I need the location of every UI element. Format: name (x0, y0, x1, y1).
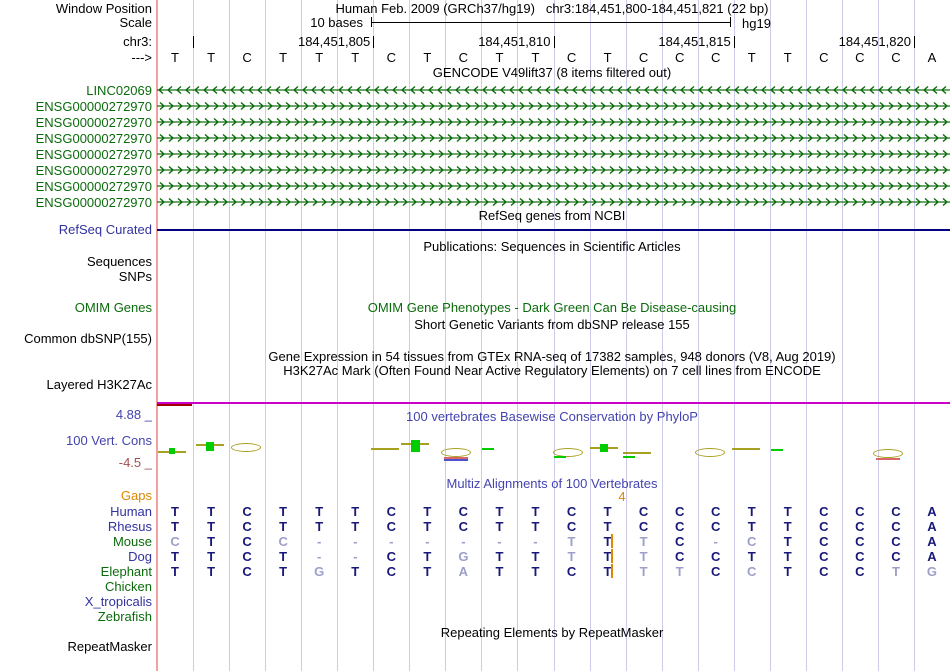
aligned-base: A (927, 534, 937, 549)
aligned-base: T (351, 504, 360, 519)
aligned-base: T (279, 549, 288, 564)
aligned-base: T (423, 504, 432, 519)
base-letter: C (242, 50, 252, 65)
base-letter: C (674, 50, 685, 65)
aligned-base: A (927, 504, 937, 519)
aligned-base: C (674, 504, 685, 519)
aligned-base: C (386, 504, 396, 519)
refseq-curated-item[interactable] (157, 229, 950, 231)
aligned-base: T (675, 564, 684, 579)
cons-line (371, 448, 399, 450)
base-letter: T (423, 50, 432, 65)
dbsnp-label[interactable]: Common dbSNP(155) (24, 331, 152, 346)
scale-label: Scale (119, 15, 152, 30)
publications-track-title[interactable]: Publications: Sequences in Scientific Articles (423, 239, 681, 254)
aligned-base: - (317, 549, 322, 564)
aligned-base: C (819, 519, 829, 534)
base-letter: T (351, 50, 360, 65)
cons-green-dash (482, 448, 494, 450)
gene-label[interactable]: ENSG00000272970 (35, 131, 152, 146)
aligned-base: C (242, 504, 252, 519)
aligned-base: C (458, 504, 469, 519)
aligned-base: T (603, 534, 612, 549)
aligned-base: T (495, 504, 504, 519)
aligned-base: T (351, 519, 360, 534)
scale-bar-left-tick (371, 17, 372, 27)
aligned-base: - (713, 534, 718, 549)
strand-arrow-label: ---> (131, 50, 152, 65)
cons-green-box (206, 442, 214, 451)
aligned-base: C (819, 564, 829, 579)
aligned-base: C (674, 534, 685, 549)
aligned-base: G (926, 564, 938, 579)
aligned-base: C (386, 519, 396, 534)
gene-item-row[interactable] (157, 162, 950, 178)
aligned-base: - (389, 534, 394, 549)
gene-item-row[interactable] (157, 130, 950, 146)
ruler-tick (734, 36, 735, 48)
aligned-base: T (279, 504, 288, 519)
aligned-base: T (495, 519, 504, 534)
base-letter: C (711, 50, 721, 65)
base-letter: C (891, 50, 901, 65)
aligned-base: C (242, 549, 252, 564)
aligned-base: T (783, 534, 792, 549)
base-letter: T (783, 50, 792, 65)
base-letter: C (458, 50, 469, 65)
aligned-base: T (747, 549, 756, 564)
cons-blue-accent (444, 459, 468, 461)
gene-label[interactable]: ENSG00000272970 (35, 99, 152, 114)
scale-bar (371, 22, 731, 23)
cons-ellipse (873, 449, 903, 458)
gencode-track-title[interactable]: GENCODE V49lift37 (8 items filtered out) (432, 65, 672, 80)
aligned-base: C (242, 564, 252, 579)
aligned-base: T (783, 564, 792, 579)
cons-green-dash (623, 456, 635, 458)
base-letter: C (386, 50, 396, 65)
cons-red-accent (876, 458, 900, 460)
aligned-base: T (783, 549, 792, 564)
cons-green-box (169, 448, 175, 454)
repeatmasker-track-title[interactable]: Repeating Elements by RepeatMasker (440, 625, 664, 640)
aligned-base: - (497, 534, 502, 549)
browser-position-title: Human Feb. 2009 (GRCh37/hg19) chr3:184,451,800-184,451,821 (22 bp) (335, 1, 769, 16)
aligned-base: T (171, 564, 179, 579)
gene-label[interactable]: ENSG00000272970 (35, 163, 152, 178)
aligned-base: - (317, 534, 322, 549)
aligned-base: T (315, 504, 324, 519)
aligned-base: T (423, 564, 432, 579)
aligned-base: C (855, 519, 865, 534)
base-letter: T (531, 50, 540, 65)
h3k27ac-label[interactable]: Layered H3K27Ac (46, 377, 152, 392)
aligned-base: C (855, 564, 865, 579)
aligned-base: T (747, 504, 756, 519)
aligned-base: A (927, 549, 937, 564)
aligned-base: C (891, 519, 901, 534)
aligned-base: C (855, 549, 865, 564)
aligned-base: T (207, 519, 216, 534)
h3k27ac-track-title[interactable]: H3K27Ac Mark (Often Found Near Active Regulatory Elements) on 7 cell lines from ENCODE (283, 363, 821, 378)
aligned-base: C (711, 564, 721, 579)
repeatmasker-label[interactable]: RepeatMasker (67, 639, 152, 654)
aligned-base: T (567, 549, 576, 564)
aligned-base: C (170, 534, 180, 549)
ruler-position-label: 184,451,805 (297, 34, 371, 49)
aligned-base: C (747, 564, 757, 579)
aligned-base: C (891, 534, 901, 549)
gtex-track-title[interactable]: Gene Expression in 54 tissues from GTEx RNA-seq of 17382 samples, 948 donors (V8, Aug 2019) (268, 349, 836, 364)
ruler-tick (373, 36, 374, 48)
species-label-zebrafish[interactable]: Zebrafish (97, 609, 152, 624)
aligned-base: T (207, 534, 216, 549)
scale-bar-right-tick (730, 17, 731, 27)
base-letter: C (638, 50, 649, 65)
aligned-base: C (891, 549, 901, 564)
cons-line (732, 448, 760, 450)
species-label-dog[interactable]: Dog (128, 549, 152, 564)
aligned-base: C (819, 549, 829, 564)
chromosome-label: chr3: (123, 34, 152, 49)
aligned-base: - (461, 534, 466, 549)
aligned-base: C (855, 534, 865, 549)
insert-gap-bar (611, 534, 613, 548)
snps-label[interactable]: SNPs (118, 269, 152, 284)
aligned-base: C (711, 549, 721, 564)
aligned-base: C (638, 504, 649, 519)
aligned-base: C (819, 504, 829, 519)
aligned-base: T (531, 549, 540, 564)
scale-distance-text: 10 bases (310, 15, 363, 30)
aligned-base: C (242, 534, 252, 549)
aligned-base: C (674, 519, 685, 534)
species-label-rhesus[interactable]: Rhesus (107, 519, 152, 534)
aligned-base: - (533, 534, 538, 549)
species-label-human[interactable]: Human (110, 504, 152, 519)
aligned-base: T (783, 504, 792, 519)
insert-gap-bar (611, 564, 613, 578)
multiz-track-title[interactable]: Multiz Alignments of 100 Vertebrates (446, 476, 658, 491)
gene-item-row[interactable] (157, 82, 950, 98)
aligned-base: T (639, 564, 648, 579)
aligned-base: C (278, 534, 288, 549)
gene-item-row[interactable] (157, 178, 950, 194)
ruler-tick (914, 36, 915, 48)
aligned-base: T (171, 504, 179, 519)
conservation-label[interactable]: 100 Vert. Cons (66, 433, 152, 448)
base-letter: T (279, 50, 288, 65)
aligned-base: G (314, 564, 325, 579)
gene-label[interactable]: ENSG00000272970 (35, 179, 152, 194)
aligned-base: - (353, 549, 358, 564)
aligned-base: C (747, 534, 757, 549)
aligned-base: T (171, 549, 179, 564)
aligned-base: T (495, 549, 504, 564)
aligned-base: T (891, 564, 900, 579)
gene-item-row[interactable] (157, 146, 950, 162)
base-letter: T (171, 50, 179, 65)
gene-label[interactable]: ENSG00000272970 (35, 115, 152, 130)
species-label-x_tropicalis[interactable]: X_tropicalis (84, 594, 152, 609)
refseq-curated-label[interactable]: RefSeq Curated (58, 222, 152, 237)
aligned-base: T (279, 564, 288, 579)
aligned-base: T (207, 504, 216, 519)
aligned-base: T (495, 564, 504, 579)
h3k27ac-signal-baseline[interactable] (157, 402, 950, 404)
ruler-position-label: 184,451,810 (478, 34, 551, 49)
cons-green-box (411, 440, 420, 452)
gene-label[interactable]: ENSG00000272970 (35, 147, 152, 162)
aligned-base: C (711, 519, 721, 534)
aligned-base: T (603, 564, 612, 579)
base-letter: C (819, 50, 829, 65)
base-letter: A (927, 50, 937, 65)
cons-green-dash (771, 449, 783, 451)
cons-green-box (600, 444, 608, 452)
aligned-base: T (639, 549, 648, 564)
aligned-base: T (351, 564, 360, 579)
aligned-base: C (891, 504, 901, 519)
aligned-base: C (566, 519, 577, 534)
assembly-label: hg19 (742, 16, 771, 31)
sequences-label[interactable]: Sequences (86, 254, 152, 269)
aligned-base: T (315, 519, 324, 534)
refseq-track-title[interactable]: RefSeq genes from NCBI (478, 208, 626, 223)
base-letter: T (747, 50, 756, 65)
ruler-tick (554, 36, 555, 48)
species-label-chicken[interactable]: Chicken (105, 579, 152, 594)
base-letter: T (315, 50, 324, 65)
ruler-position-label: 184,451,815 (658, 34, 731, 49)
aligned-base: C (819, 534, 829, 549)
aligned-base: T (531, 519, 540, 534)
aligned-base: T (279, 519, 288, 534)
aligned-base: - (353, 534, 358, 549)
ruler-tick (193, 36, 194, 48)
aligned-base: C (638, 519, 649, 534)
gene-item-row[interactable] (157, 98, 950, 114)
base-letter: T (207, 50, 216, 65)
species-label-mouse[interactable]: Mouse (112, 534, 152, 549)
conservation-max-value: 4.88 _ (115, 407, 152, 422)
cons-ellipse (695, 448, 725, 457)
insert-gap-bar (611, 549, 613, 563)
gene-item-row[interactable] (157, 114, 950, 130)
ruler-position-label: 184,451,820 (838, 34, 911, 49)
aligned-base: A (927, 519, 937, 534)
aligned-base: T (207, 564, 216, 579)
aligned-base: C (386, 564, 396, 579)
aligned-base: T (207, 549, 216, 564)
aligned-base: T (783, 519, 792, 534)
gene-label[interactable]: ENSG00000272970 (35, 195, 152, 210)
aligned-base: C (458, 519, 469, 534)
omim-track-title[interactable]: OMIM Gene Phenotypes - Dark Green Can Be Disease-causing (367, 300, 737, 315)
aligned-base: T (531, 564, 540, 579)
aligned-base: T (171, 519, 179, 534)
aligned-base: C (566, 564, 577, 579)
aligned-base: A (458, 564, 469, 579)
aligned-base: C (855, 504, 865, 519)
aligned-base: T (423, 549, 432, 564)
cons-ellipse (231, 443, 261, 452)
aligned-base: - (425, 534, 430, 549)
aligned-base: C (242, 519, 252, 534)
cons-ellipse (441, 448, 471, 457)
cons-line (623, 452, 651, 454)
omim-genes-label[interactable]: OMIM Genes (74, 300, 152, 315)
species-label-elephant[interactable]: Elephant (100, 564, 152, 579)
window-position-label: Window Position (55, 1, 152, 16)
aligned-base: C (711, 504, 721, 519)
conservation-track-title[interactable]: 100 vertebrates Basewise Conservation by PhyloP (406, 409, 698, 424)
aligned-base: C (566, 504, 577, 519)
aligned-base: T (603, 504, 612, 519)
aligned-base: C (386, 549, 396, 564)
base-letter: C (566, 50, 577, 65)
conservation-min-value: -4.5 _ (118, 455, 152, 470)
aligned-base: T (639, 534, 648, 549)
aligned-base: T (603, 519, 612, 534)
gaps-label[interactable]: Gaps (120, 488, 152, 503)
aligned-base: T (747, 519, 756, 534)
base-letter: T (603, 50, 612, 65)
insert-size-label: 4 (618, 489, 626, 504)
aligned-base: T (531, 504, 540, 519)
base-letter: T (495, 50, 504, 65)
aligned-base: C (674, 549, 685, 564)
aligned-base: T (423, 519, 432, 534)
dbsnp-track-title[interactable]: Short Genetic Variants from dbSNP release 155 (414, 317, 690, 332)
aligned-base: G (458, 549, 469, 564)
aligned-base: T (603, 549, 612, 564)
h3k27ac-signal-peak (157, 404, 192, 406)
base-letter: C (855, 50, 865, 65)
cons-green-dash (554, 456, 566, 458)
gene-label[interactable]: LINC02069 (86, 83, 152, 98)
aligned-base: T (567, 534, 576, 549)
